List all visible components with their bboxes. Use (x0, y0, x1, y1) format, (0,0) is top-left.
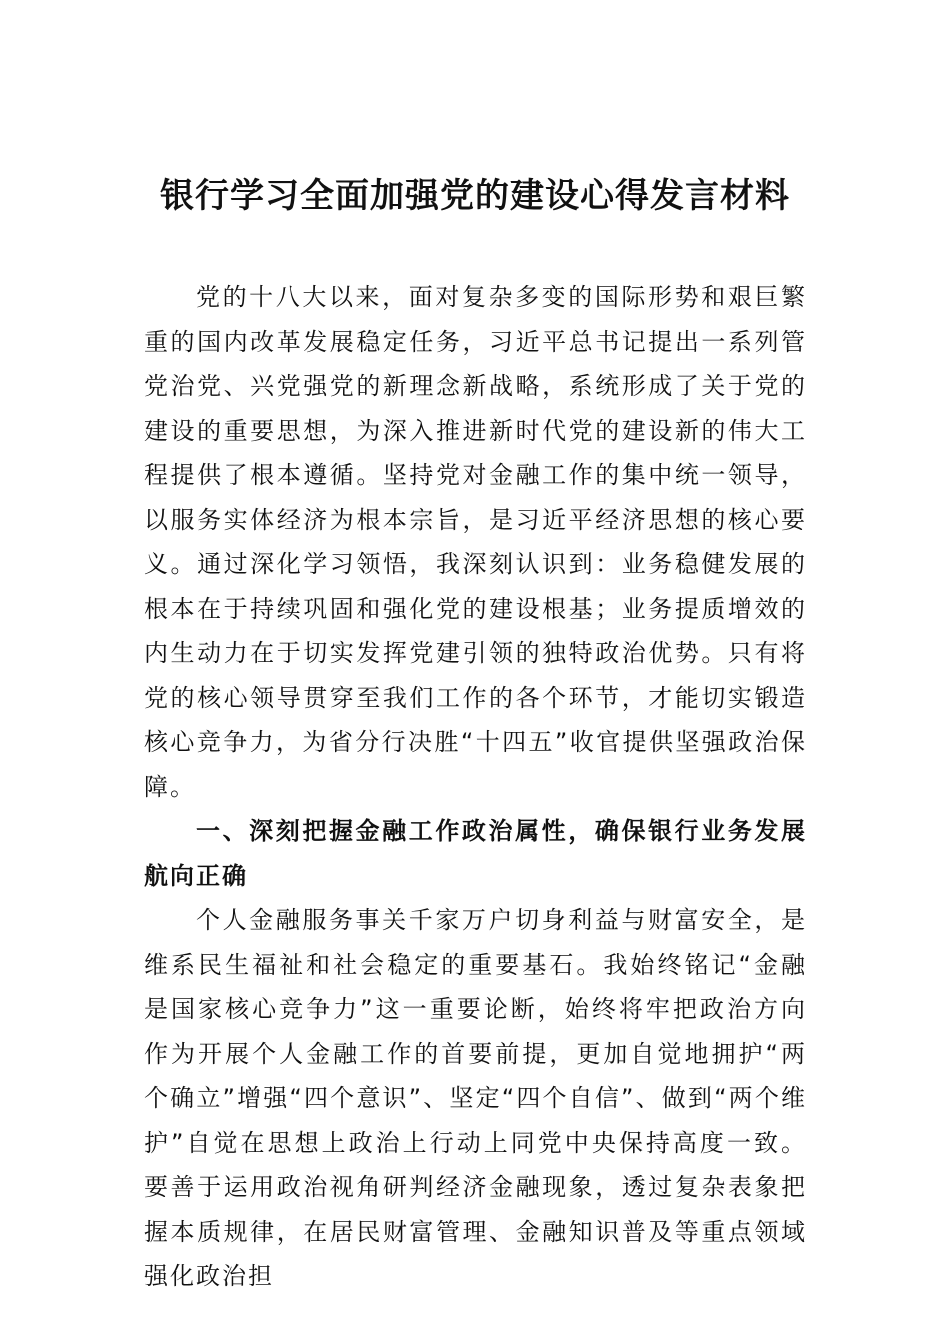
document-title: 银行学习全面加强党的建设心得发言材料 (160, 176, 790, 216)
section-heading: 一、深刻把握金融工作政治属性，确保银行业务发展航向正确 (144, 817, 807, 890)
section-paragraph: 个人金融服务事关千家万户切身利益与财富安全，是维系民生福祉和社会稳定的重要基石。我始终铭记“金融是国家核心竞争力”这一重要论断，始终将牢把政治方向作为开展个人金融工作的首要前提，更加自觉地拥护“两个确立”增强“四个意识”、坚定“四个自信”、做到“两个维护”自觉在思想上政治上行动上同党中央保持高度一致。要善于运用政治视角研判经济金融现象，透过复杂表象把握本质规律，在居民财富管理、金融知识普及等重点领域强化政治担 (144, 906, 807, 1290)
document-body (144, 275, 807, 1299)
intro-paragraph: 党的十八大以来，面对复杂多变的国际形势和艰巨繁重的国内改革发展稳定任务，习近平总书记提出一系列管党治党、兴党强党的新理念新战略，系统形成了关于党的建设的重要思想，为深入推进新时代党的建设新的伟大工程提供了根本遵循。坚持党对金融工作的集中统一领导，以服务实体经济为根本宗旨，是习近平经济思想的核心要义。通过深化学习领悟，我深刻认识到：业务稳健发展的根本在于持续巩固和强化党的建设根基；业务提质增效的内生动力在于切实发挥党建引领的独特政治优势。只有将党的核心领导贯穿至我们工作的各个环节，才能切实锻造核心竞争力，为省分行决胜“十四五”收官提供坚强政治保障。 (144, 283, 807, 801)
